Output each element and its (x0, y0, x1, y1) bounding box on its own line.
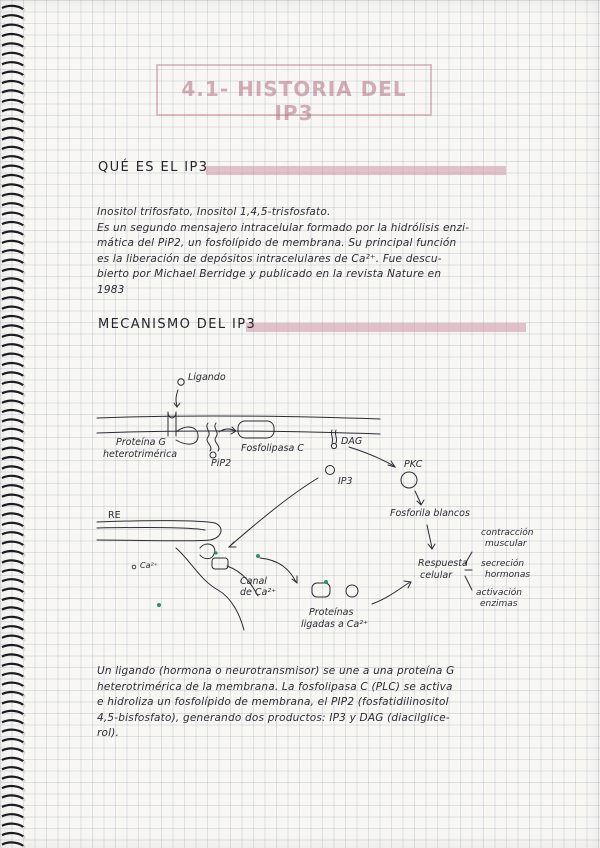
ca-channel (200, 544, 215, 559)
ca-ion-dot (132, 565, 136, 569)
pkc-circle (401, 472, 417, 488)
label-fosforila-blancos: Fosforila blancos (390, 508, 470, 519)
label-ligando: Ligando (188, 372, 226, 383)
section-heading-mecanismo: MECANISMO DEL IP3 (98, 317, 257, 332)
label-proteinas: Proteínas (309, 607, 354, 618)
label-pip2: PiP2 (211, 458, 232, 469)
label-enzimas: enzimas (480, 599, 518, 609)
label-secrecion: secreción (481, 559, 525, 569)
paragraph-line: heterotrimérica de la membrana. La fosfolipasa C (PLC) se activa (97, 680, 453, 693)
label-respuesta: Respuesta (418, 558, 468, 569)
label-ip3: IP3 (338, 476, 353, 487)
g-protein (176, 427, 198, 444)
ligand-circle (178, 379, 184, 385)
paragraph-line: Es un segundo mensajero intracelular formado por la hidrólisis enzi- (97, 221, 470, 234)
label-canal: Canal (240, 576, 267, 587)
pip2-shape (207, 423, 211, 451)
label-proteina-g: Proteína G (116, 437, 166, 448)
paragraph-line: es la liberación de depósitos intracelulares de Ca²⁺. Fue descu- (97, 252, 442, 265)
paragraph-line: rol). (97, 727, 120, 739)
paragraph-line: Inositol trifosfato, Inositol 1,4,5-trisfosfato. (97, 206, 331, 218)
endoplasmic-reticulum (97, 521, 221, 541)
paragraph-line: Un ligando (hormona o neurotransmisor) se une a una proteína G (97, 665, 455, 677)
receptor (168, 412, 176, 436)
label-de-ca: de Ca²⁺ (240, 587, 277, 598)
label-hormonas: hormonas (485, 570, 531, 580)
label-ligadas-ca: ligadas a Ca²⁺ (301, 619, 369, 630)
page-title: 4.1- HISTORIA DEL IP3 (181, 77, 407, 125)
label-dag: DAG (341, 436, 363, 447)
label-heterotrimerica: heterotrimérica (103, 449, 178, 460)
label-re: RE (108, 510, 121, 521)
ca-ion-dot (324, 580, 328, 584)
ca-ion-dot (256, 554, 260, 558)
ip3-arrow (230, 478, 318, 546)
label-pkc: PKC (404, 459, 423, 470)
paragraph-line: 4,5-bisfosfato), generando dos productos: IP3 y DAG (diacilglice- (97, 711, 450, 724)
ligand-arrow (176, 390, 178, 406)
paragraph-line: bierto por Michael Berridge y publicado en la revista Nature en (97, 268, 442, 280)
label-fosfolipasa-c: Fosfolipasa C (241, 443, 304, 454)
cell-membrane (97, 416, 380, 419)
ca-ion-dot (157, 603, 161, 607)
ip3-circle (326, 466, 335, 475)
label-ca: Ca²⁺ (140, 561, 158, 570)
ca-ion-dot (214, 551, 217, 554)
section-heading-que-es: QUÉ ES EL IP3 (98, 160, 209, 175)
label-celular: celular (420, 570, 453, 581)
label-activacion: activación (476, 588, 522, 598)
calcium-binding-protein (312, 583, 330, 597)
label-contraccion: contracción (481, 528, 534, 538)
label-muscular: muscular (485, 539, 527, 549)
paragraph-line: 1983 (97, 283, 125, 296)
dag-shape (331, 430, 332, 443)
paragraph-line: e hidroliza un fosfolípido de membrana, el PIP2 (fosfatidilinositol (97, 696, 449, 708)
mechanism-paragraph (97, 664, 454, 742)
paragraph-line: mática del PiP2, un fosfolípido de membrana. Su principal función (97, 237, 457, 249)
phospholipase-c (238, 421, 274, 438)
